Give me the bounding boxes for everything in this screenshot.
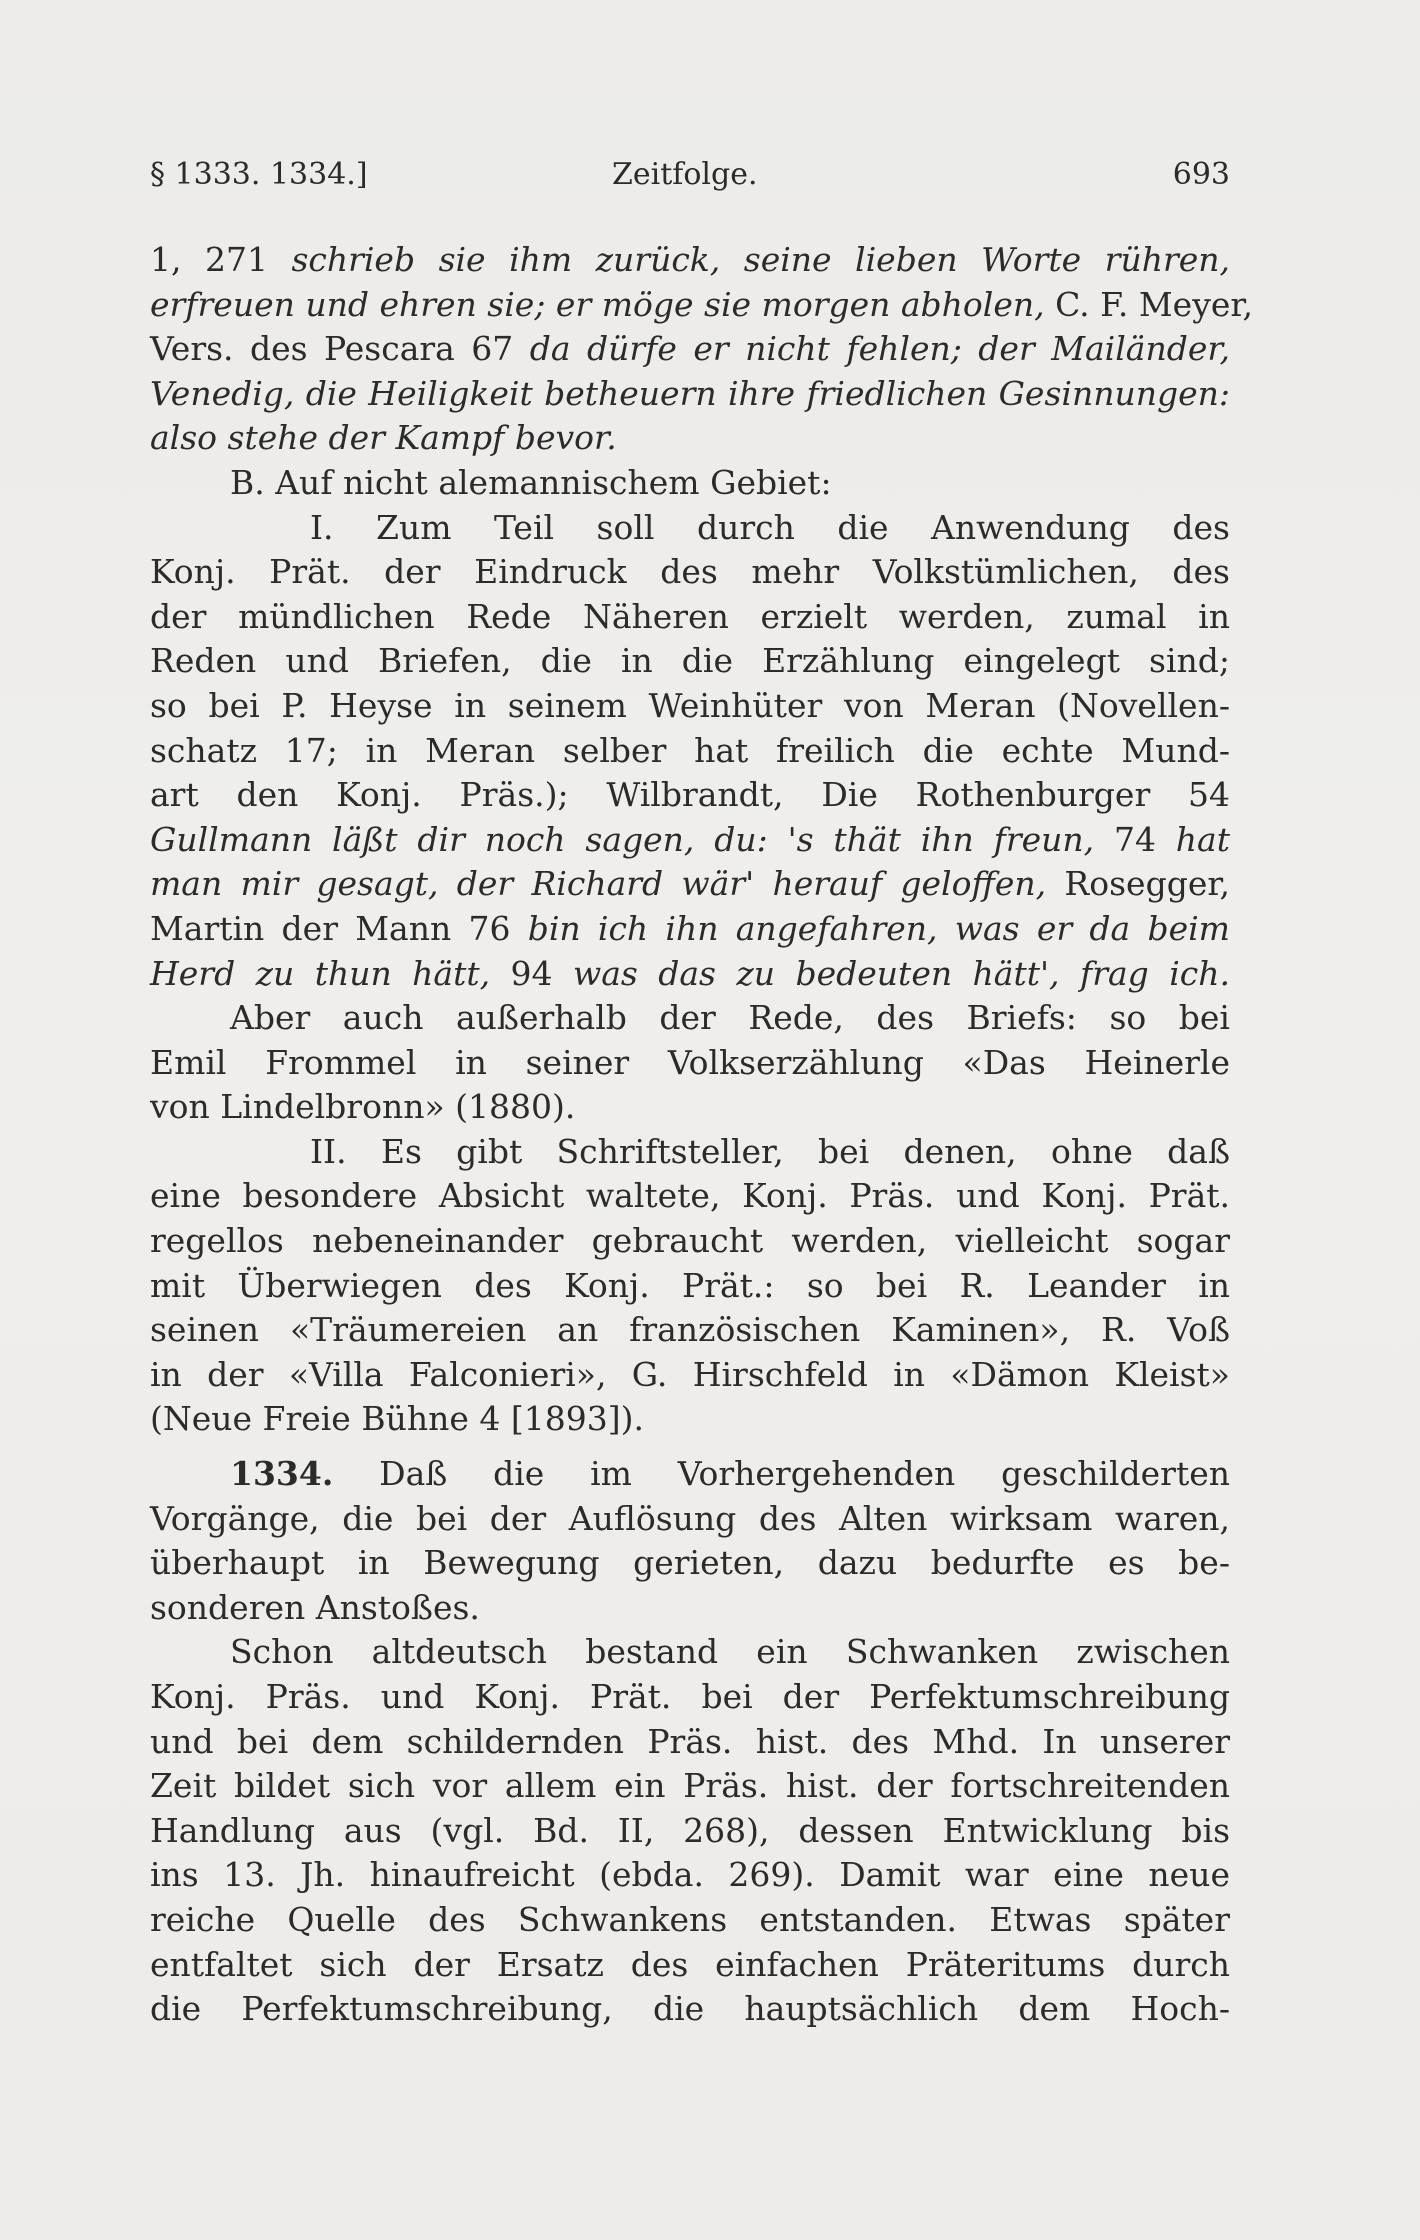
text-line: 1, 271 schrieb sie ihm zurück, seine lieben Worte rühren, (150, 240, 1230, 279)
text-line: so bei P. Heyse in seinem Weinhüter von Meran (Novellen- (150, 685, 1230, 725)
text-line: entfaltet sich der Ersatz des einfachen Präteritums durch (150, 1944, 1230, 1984)
text-line: I. Zum Teil soll durch die Anwendung des (310, 507, 1230, 547)
section-heading-b: B. Auf nicht alemannischem Gebiet: (230, 462, 832, 502)
text-line: regellos nebeneinander gebraucht werden, vielleicht sogar (150, 1221, 1230, 1261)
text-line: Aber auch außerhalb der Rede, des Briefs: so bei (230, 998, 1230, 1038)
running-title: Zeitfolge. (612, 157, 758, 192)
text-line: in der «Villa Falconieri», G. Hirschfeld in «Dämon Kleist» (150, 1354, 1230, 1394)
text-line: Konj. Präs. und Konj. Prät. bei der Perfektumschreibung (150, 1677, 1230, 1716)
text-line: man mir gesagt, der Richard wär' herauf geloffen, Rosegger, (150, 864, 1230, 904)
section-reference: § 1333. 1334.] (150, 157, 368, 192)
text-line: mit Überwiegen des Konj. Prät.: so bei R. Leander in (150, 1265, 1230, 1305)
text-line: Herd zu thun hätt, 94 was das zu bedeuten hätt', frag ich. (150, 953, 1230, 993)
text-line: die Perfektumschreibung, die hauptsächlich dem Hoch- (150, 1989, 1230, 2029)
text-line: Handlung aus (vgl. Bd. II, 268), dessen Entwicklung bis (150, 1810, 1230, 1850)
text-line: also stehe der Kampf bevor. (150, 418, 617, 458)
text-line: und bei dem schildernden Präs. hist. des Mhd. In unserer (150, 1721, 1230, 1761)
text-line: schatz 17; in Meran selber hat freilich die echte Mund- (150, 730, 1230, 770)
text-line: Schon altdeutsch bestand ein Schwanken zwischen (230, 1632, 1230, 1672)
text-line: überhaupt in Bewegung gerieten, dazu bedurfte es be- (150, 1543, 1230, 1583)
text-line: Zeit bildet sich vor allem ein Präs. hist. der fortschreitenden (150, 1766, 1230, 1806)
text-line: art den Konj. Präs.); Wilbrandt, Die Rothenburger 54 (150, 775, 1230, 815)
text-line: Gullmann läßt dir noch sagen, du: 's thät ihn freun, 74 hat (150, 819, 1230, 859)
text-line: seinen «Träumereien an französischen Kaminen», R. Voß (150, 1310, 1230, 1350)
text-line: Martin der Mann 76 bin ich ihn angefahren, was er da beim (150, 908, 1230, 948)
text-line: Konj. Prät. der Eindruck des mehr Volkstümlichen, des (150, 552, 1230, 592)
text-line: der mündlichen Rede Näheren erzielt werden, zumal in (150, 596, 1230, 636)
text-line: ins 13. Jh. hinaufreicht (ebda. 269). Damit war eine neue (150, 1855, 1230, 1895)
text-line: eine besondere Absicht waltete, Konj. Präs. und Konj. Prät. (150, 1176, 1230, 1216)
text-line: Vers. des Pescara 67 da dürfe er nicht fehlen; der Mailänder, (150, 329, 1230, 369)
text-line: Vorgänge, die bei der Auflösung des Alten wirksam waren, (150, 1498, 1230, 1538)
text-line: Reden und Briefen, die in die Erzählung eingelegt sind; (150, 641, 1230, 681)
running-header (150, 155, 1230, 195)
text-line: erfreuen und ehren sie; er möge sie morgen abholen, C. F. Meyer, (150, 284, 1254, 324)
text-line: (Neue Freie Bühne 4 [1893]). (150, 1399, 644, 1439)
text-line: reiche Quelle des Schwankens entstanden. Etwas später (150, 1899, 1230, 1939)
page-body (150, 238, 1254, 2032)
text-line: Venedig, die Heiligkeit betheuern ihre friedlichen Gesinnungen: (150, 373, 1230, 413)
text-line: von Lindelbronn» (1880). (150, 1087, 576, 1127)
section-number: 1334. (230, 1454, 334, 1494)
page-number: 693 (1172, 157, 1230, 192)
text-line: sonderen Anstoßes. (150, 1587, 480, 1627)
section-1334-start: 1334. Daß die im Vorhergehenden geschilderten (230, 1454, 1230, 1494)
text-line: II. Es gibt Schriftsteller, bei denen, ohne daß (310, 1131, 1230, 1171)
text-line: Emil Frommel in seiner Volkserzählung «Das Heinerle (150, 1042, 1230, 1082)
